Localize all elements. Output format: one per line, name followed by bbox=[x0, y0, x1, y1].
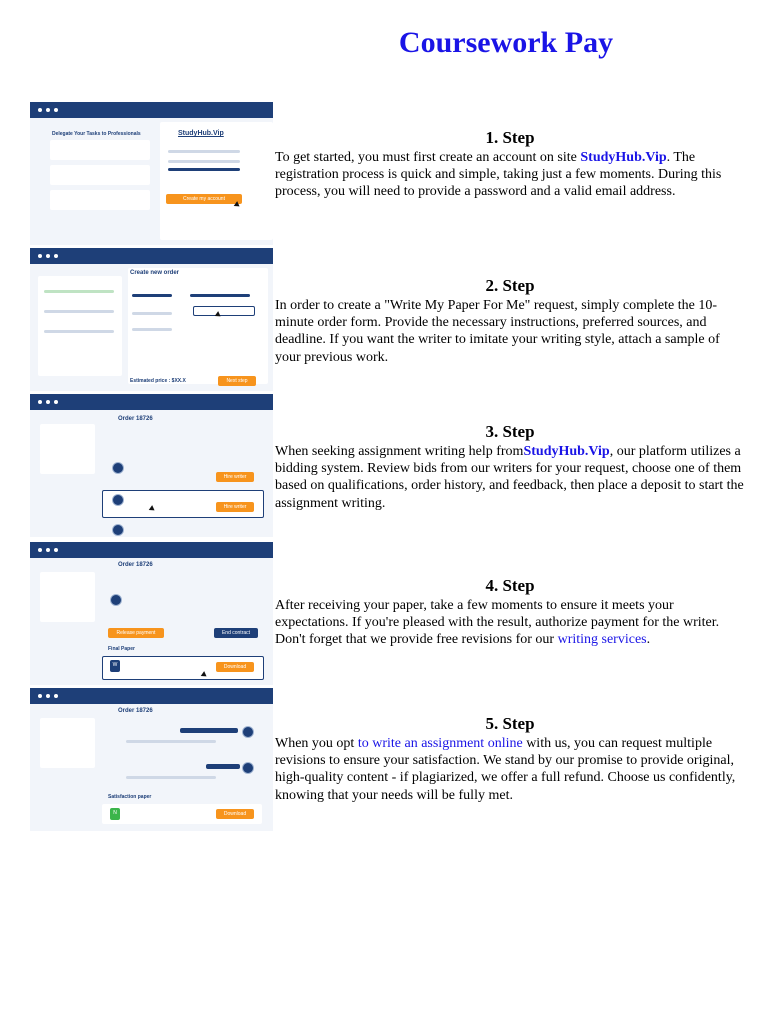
step-5-screenshot bbox=[30, 688, 273, 831]
satisfaction-paper-label: Satisfaction paper bbox=[108, 794, 152, 800]
write-assignment-link[interactable]: to write an assignment online bbox=[357, 736, 523, 751]
shot-title: Order 18726 bbox=[118, 708, 153, 714]
step-4 bbox=[30, 542, 760, 685]
step-heading: 5. Step bbox=[485, 714, 535, 733]
final-paper-label: Final Paper bbox=[108, 646, 135, 652]
step-3 bbox=[30, 394, 760, 537]
step-5 bbox=[30, 688, 760, 831]
step-text: After receiving your paper, take a few moments to ensure it meets your expectations. If you're pleased with the result, authorize payment for the writer. Don't forget that we provide free revisions for our bbox=[275, 598, 720, 648]
hire-writer-button[interactable]: Hire writer bbox=[216, 472, 254, 482]
step-1-screenshot bbox=[30, 102, 273, 245]
step-2-text bbox=[275, 276, 745, 366]
download-button[interactable]: Download bbox=[216, 662, 254, 672]
step-text: When you opt bbox=[275, 736, 358, 751]
step-text: When seeking assignment writing help from bbox=[275, 444, 524, 459]
step-2 bbox=[30, 248, 760, 391]
step-4-screenshot bbox=[30, 542, 273, 685]
step-5-text bbox=[275, 714, 745, 804]
writer-avatar bbox=[112, 462, 124, 474]
shot-brand: StudyHub.Vip bbox=[178, 130, 224, 137]
studyhub-link[interactable]: StudyHub.Vip bbox=[580, 150, 667, 165]
shot-title: Create new order bbox=[130, 270, 180, 276]
file-icon: N bbox=[110, 808, 120, 820]
shot-left-title: Delegate Your Tasks to Professionals bbox=[52, 131, 141, 137]
next-step-button[interactable]: Next step bbox=[218, 376, 256, 386]
shot-title: Order 18726 bbox=[118, 416, 153, 422]
estimated-price: Estimated price : $XX.X bbox=[130, 378, 186, 384]
shot-title: Order 18726 bbox=[118, 562, 153, 568]
step-heading: 3. Step bbox=[485, 422, 535, 441]
user-avatar bbox=[242, 726, 254, 738]
browser-bar bbox=[30, 248, 273, 264]
studyhub-link[interactable]: StudyHub.Vip bbox=[523, 444, 610, 459]
browser-bar bbox=[30, 102, 273, 118]
step-text: with us, you can request multiple revisions to ensure your satisfaction. We stand by our promise to provide original, high-quality content - if plagiarized, we offer a full refund. Choose us confidently, knowing that your needs will be fully met. bbox=[275, 736, 736, 803]
step-text: . The registration process is quick and simple, taking just a few moments. During this process, you will need to provide a password and a valid email address. bbox=[275, 150, 722, 200]
browser-bar bbox=[30, 542, 273, 558]
browser-bar bbox=[30, 394, 273, 410]
word-file-icon: W bbox=[110, 660, 120, 672]
writing-services-link[interactable]: writing services bbox=[557, 632, 647, 648]
step-text: To get started, you must first create an account on site bbox=[275, 150, 581, 165]
step-3-screenshot bbox=[30, 394, 273, 537]
writer-avatar bbox=[112, 524, 124, 536]
user-avatar bbox=[242, 762, 254, 774]
step-heading: 1. Step bbox=[485, 128, 535, 147]
step-3-text bbox=[275, 422, 745, 512]
step-heading: 2. Step bbox=[485, 276, 535, 295]
step-4-text bbox=[275, 576, 745, 649]
download-button[interactable]: Download bbox=[216, 809, 254, 819]
release-payment-button[interactable]: Release payment bbox=[108, 628, 164, 638]
step-text: . bbox=[646, 632, 651, 648]
browser-bar bbox=[30, 688, 273, 704]
step-text: In order to create a "Write My Paper For Me" request, simply complete the 10-minute order form. Provide the necessary instructions, preferred sources, and deadline. If you want the writer to imitate your writing style, attach a sample of your previous work. bbox=[275, 298, 720, 365]
writer-avatar bbox=[110, 594, 122, 606]
step-1 bbox=[30, 102, 760, 245]
step-heading: 4. Step bbox=[485, 576, 535, 595]
step-1-text bbox=[275, 128, 745, 201]
step-2-screenshot bbox=[30, 248, 273, 391]
hire-writer-button[interactable]: Hire writer bbox=[216, 502, 254, 512]
step-text: , our platform utilizes a bidding system. Review bids from our writers for your request, choose one of them based on qualifications, order history, and feedback, then place a deposit to start the assignment writing. bbox=[275, 444, 744, 511]
page-title: Coursework Pay bbox=[398, 26, 614, 59]
create-account-button[interactable]: Create my account bbox=[166, 194, 242, 204]
end-contract-button[interactable]: End contract bbox=[214, 628, 258, 638]
writer-avatar bbox=[112, 494, 124, 506]
